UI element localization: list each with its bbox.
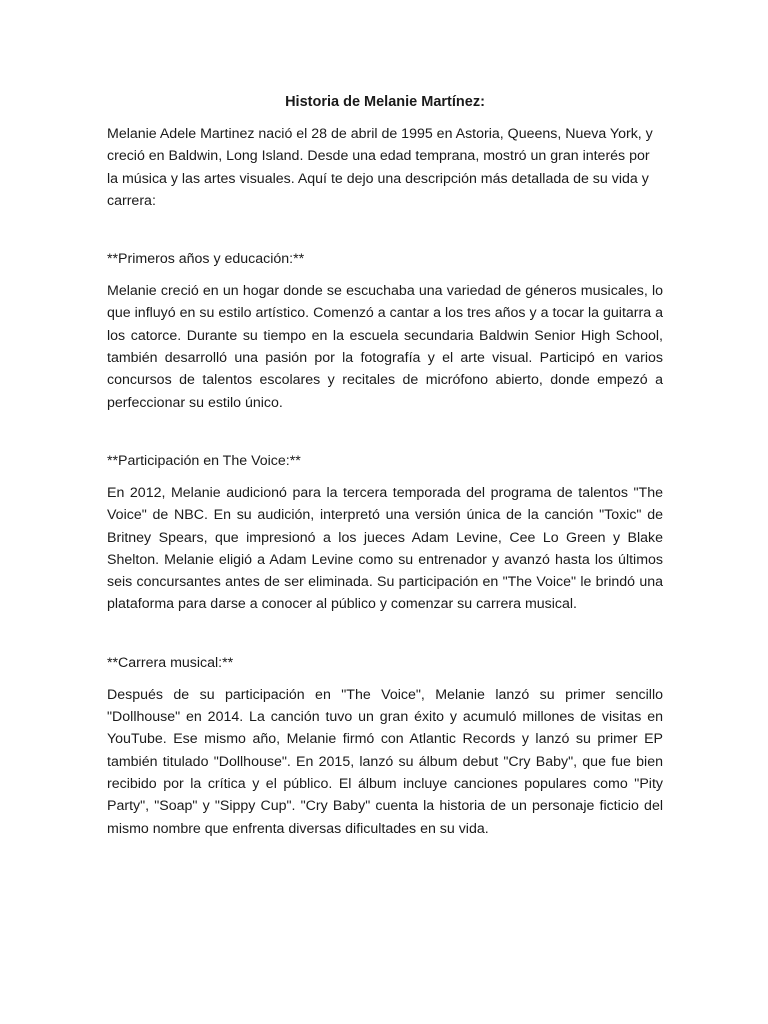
section-heading-music-career: **Carrera musical:** [107,654,234,671]
spacer [107,414,663,450]
spacer [107,616,663,652]
section-heading-early-years: **Primeros años y educación:** [107,251,305,268]
section-body-music-career: Después de su participación en "The Voice", Melanie lanzó su primer sencillo "Dollhouse" en 2014. La canción tuvo un gran éxito y acumuló millones de visitas en YouTube. Ese mismo año, Melanie firmó con Atlantic Records y lanzó su primer EP también titulado "Dollhouse". En 2015, lanzó su álbum debut "Cry Baby", que fue bien recibido por la crítica y el público. El álbum incluye canciones populares como "Pity Party", "Soap" y "Sippy Cup". "Cry Baby" cuenta la historia de un personaje ficticio del mismo nombre que enfrenta diversas dificultades en su vida. [107,686,663,837]
section-body-early-years: Melanie creció en un hogar donde se escuchaba una variedad de géneros musicales, lo que influyó en su estilo artístico. Comenzó a cantar a los tres años y a tocar la guitarra a los catorce. Durante su tiempo en la escuela secundaria Baldwin Senior High School, también desarrolló una pasión por la fotografía y el arte visual. Participó en varios concursos de talentos escolares y recitales de micrófono abierto, donde empezó a perfeccionar su estilo único. [107,283,663,411]
spacer [107,212,663,248]
document-title: Historia de Melanie Martínez: [285,94,485,110]
section-body-the-voice: En 2012, Melanie audicionó para la tercera temporada del programa de talentos "The Voice" de NBC. En su audición, interpretó una versión única de la canción "Toxic" de Britney Spears, que impresionó a los jueces Adam Levine, Cee Lo Green y Blake Shelton. Melanie eligió a Adam Levine como su entrenador y avanzó hasta los últimos seis concursantes antes de ser eliminada. Su participación en "The Voice" le brindó una plataforma para darse a conocer al público y comenzar su carrera musical. [107,484,663,613]
intro-paragraph: Melanie Adele Martinez nació el 28 de abril de 1995 en Astoria, Queens, Nueva York, y creció en Baldwin, Long Island. Desde una edad temprana, mostró un gran interés por la música y las artes visuales. Aquí te dejo una descripción más detallada de su vida y carrera: [107,126,653,209]
document-page [107,92,663,840]
section-heading-the-voice: **Participación en The Voice:** [107,452,301,469]
